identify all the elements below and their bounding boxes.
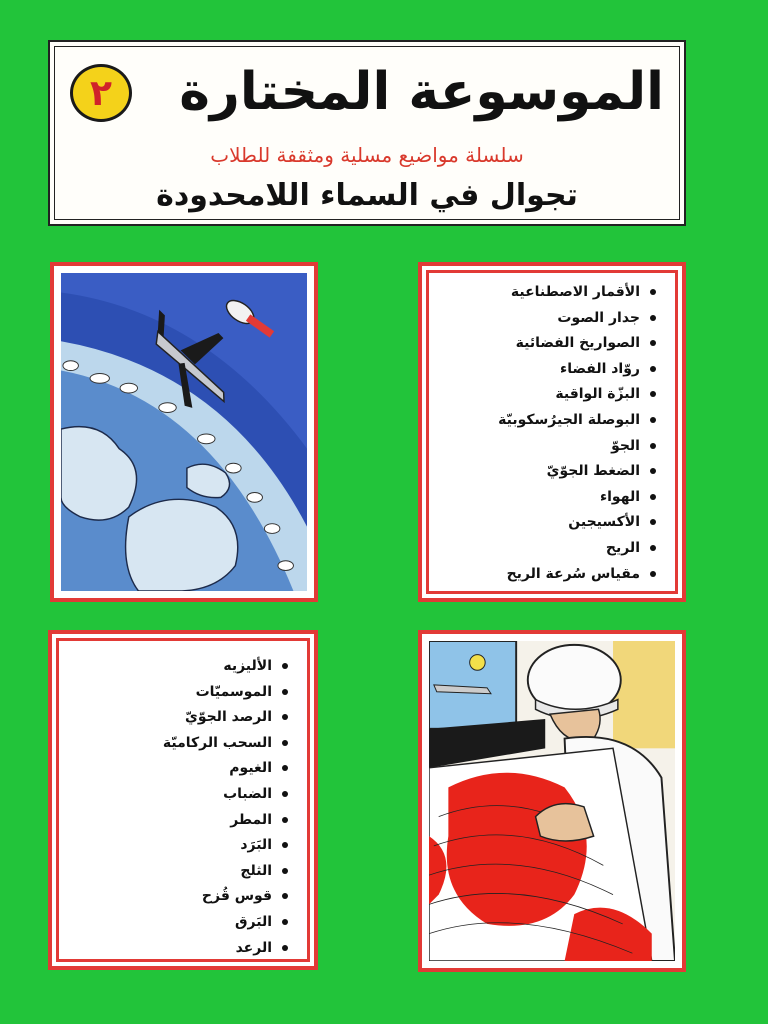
- list-item: [163, 731, 288, 757]
- list-item-label: الضباب: [223, 785, 272, 802]
- bullet-icon: [650, 545, 656, 551]
- list-item-label: الأليزيه: [223, 658, 272, 674]
- list-item: [498, 459, 656, 485]
- list-item: [498, 382, 656, 408]
- bullet-icon: [282, 663, 288, 669]
- list-item: [498, 434, 656, 460]
- bullet-icon: [282, 842, 288, 848]
- list-item-label: الموسميّات: [195, 683, 272, 700]
- bullet-icon: [650, 443, 656, 449]
- list-item-label: البوصلة الجيرُسكوبيّة: [498, 411, 640, 428]
- list-item-label: قوس قُزح: [201, 888, 272, 905]
- list-item-label: الصواريخ الفضائية: [515, 335, 640, 352]
- list-item-label: المطر: [230, 811, 272, 828]
- bullet-icon: [282, 817, 288, 823]
- list-item-label: مقياس سُرعة الريح: [506, 565, 640, 582]
- list-item-label: الأكسيجين: [568, 514, 640, 531]
- list-item: [163, 756, 288, 782]
- bullet-icon: [650, 571, 656, 577]
- list-item-label: الأقمار الاصطناعية: [510, 284, 640, 300]
- encyclopedia-title: الموسوعة المختارة: [179, 62, 664, 122]
- bullet-icon: [650, 417, 656, 423]
- list-item: [163, 936, 288, 962]
- list-item: [163, 884, 288, 910]
- bullet-icon: [282, 714, 288, 720]
- topics-list-panel-2: [48, 630, 318, 970]
- list-item: [163, 859, 288, 885]
- volume-number-badge: [70, 64, 132, 122]
- list-item: [498, 485, 656, 511]
- bullet-icon: [650, 494, 656, 500]
- volume-number: ٢: [90, 72, 112, 114]
- topics-list-1: [498, 280, 656, 587]
- bullet-icon: [282, 689, 288, 695]
- bullet-icon: [282, 893, 288, 899]
- list-item-label: الجوّ: [611, 437, 640, 454]
- bullet-icon: [282, 791, 288, 797]
- list-item-label: السحب الركاميّة: [162, 734, 272, 751]
- bullet-icon: [282, 765, 288, 771]
- bullet-icon: [282, 740, 288, 746]
- list-item-label: الهواء: [599, 488, 640, 505]
- list-item-label: الضغط الجوّيّ: [546, 463, 640, 480]
- list-item: [498, 562, 656, 588]
- bullet-icon: [650, 468, 656, 474]
- list-item-label: الغيوم: [229, 760, 272, 777]
- list-item: [498, 331, 656, 357]
- bullet-icon: [650, 340, 656, 346]
- bullet-icon: [650, 315, 656, 321]
- list-item: [498, 357, 656, 383]
- list-item-label: البَرق: [235, 913, 272, 930]
- list-item: [163, 705, 288, 731]
- list-item: [498, 280, 656, 306]
- series-subtitle: سلسلة مواضيع مسلية ومثقفة للطلاب: [210, 143, 524, 167]
- list-item: [498, 510, 656, 536]
- list-item-label: جدار الصوت: [557, 309, 640, 326]
- list-item-label: البزّة الواقية: [555, 386, 640, 403]
- list-item: [163, 680, 288, 706]
- earth-space-illustration: [61, 273, 307, 591]
- list-item: [163, 654, 288, 680]
- list-item-label: الثلج: [240, 862, 272, 879]
- title-box: [48, 40, 686, 226]
- list-item: [498, 408, 656, 434]
- list-item-label: الرعد: [235, 939, 272, 956]
- list-item: [163, 808, 288, 834]
- illustration-panel-space: [50, 262, 318, 602]
- list-item-label: البَرَد: [240, 837, 272, 854]
- topics-list-panel-1: [418, 262, 686, 602]
- list-item: [163, 833, 288, 859]
- illustration-panel-weather: [418, 630, 686, 972]
- bullet-icon: [650, 391, 656, 397]
- topics-list-2: [163, 654, 288, 961]
- list-item: [498, 306, 656, 332]
- list-item-label: الرصد الجوّيّ: [184, 709, 272, 726]
- bullet-icon: [650, 366, 656, 372]
- list-item: [163, 910, 288, 936]
- bullet-icon: [282, 868, 288, 874]
- bullet-icon: [650, 519, 656, 525]
- list-item: [163, 782, 288, 808]
- meteorologist-illustration: [429, 641, 675, 961]
- list-item-label: روّاد الفضاء: [560, 360, 640, 377]
- bullet-icon: [650, 289, 656, 295]
- list-item-label: الريح: [605, 539, 640, 556]
- book-title: تجوال في السماء اللامحدودة: [156, 178, 578, 213]
- bullet-icon: [282, 945, 288, 951]
- list-item: [498, 536, 656, 562]
- bullet-icon: [282, 919, 288, 925]
